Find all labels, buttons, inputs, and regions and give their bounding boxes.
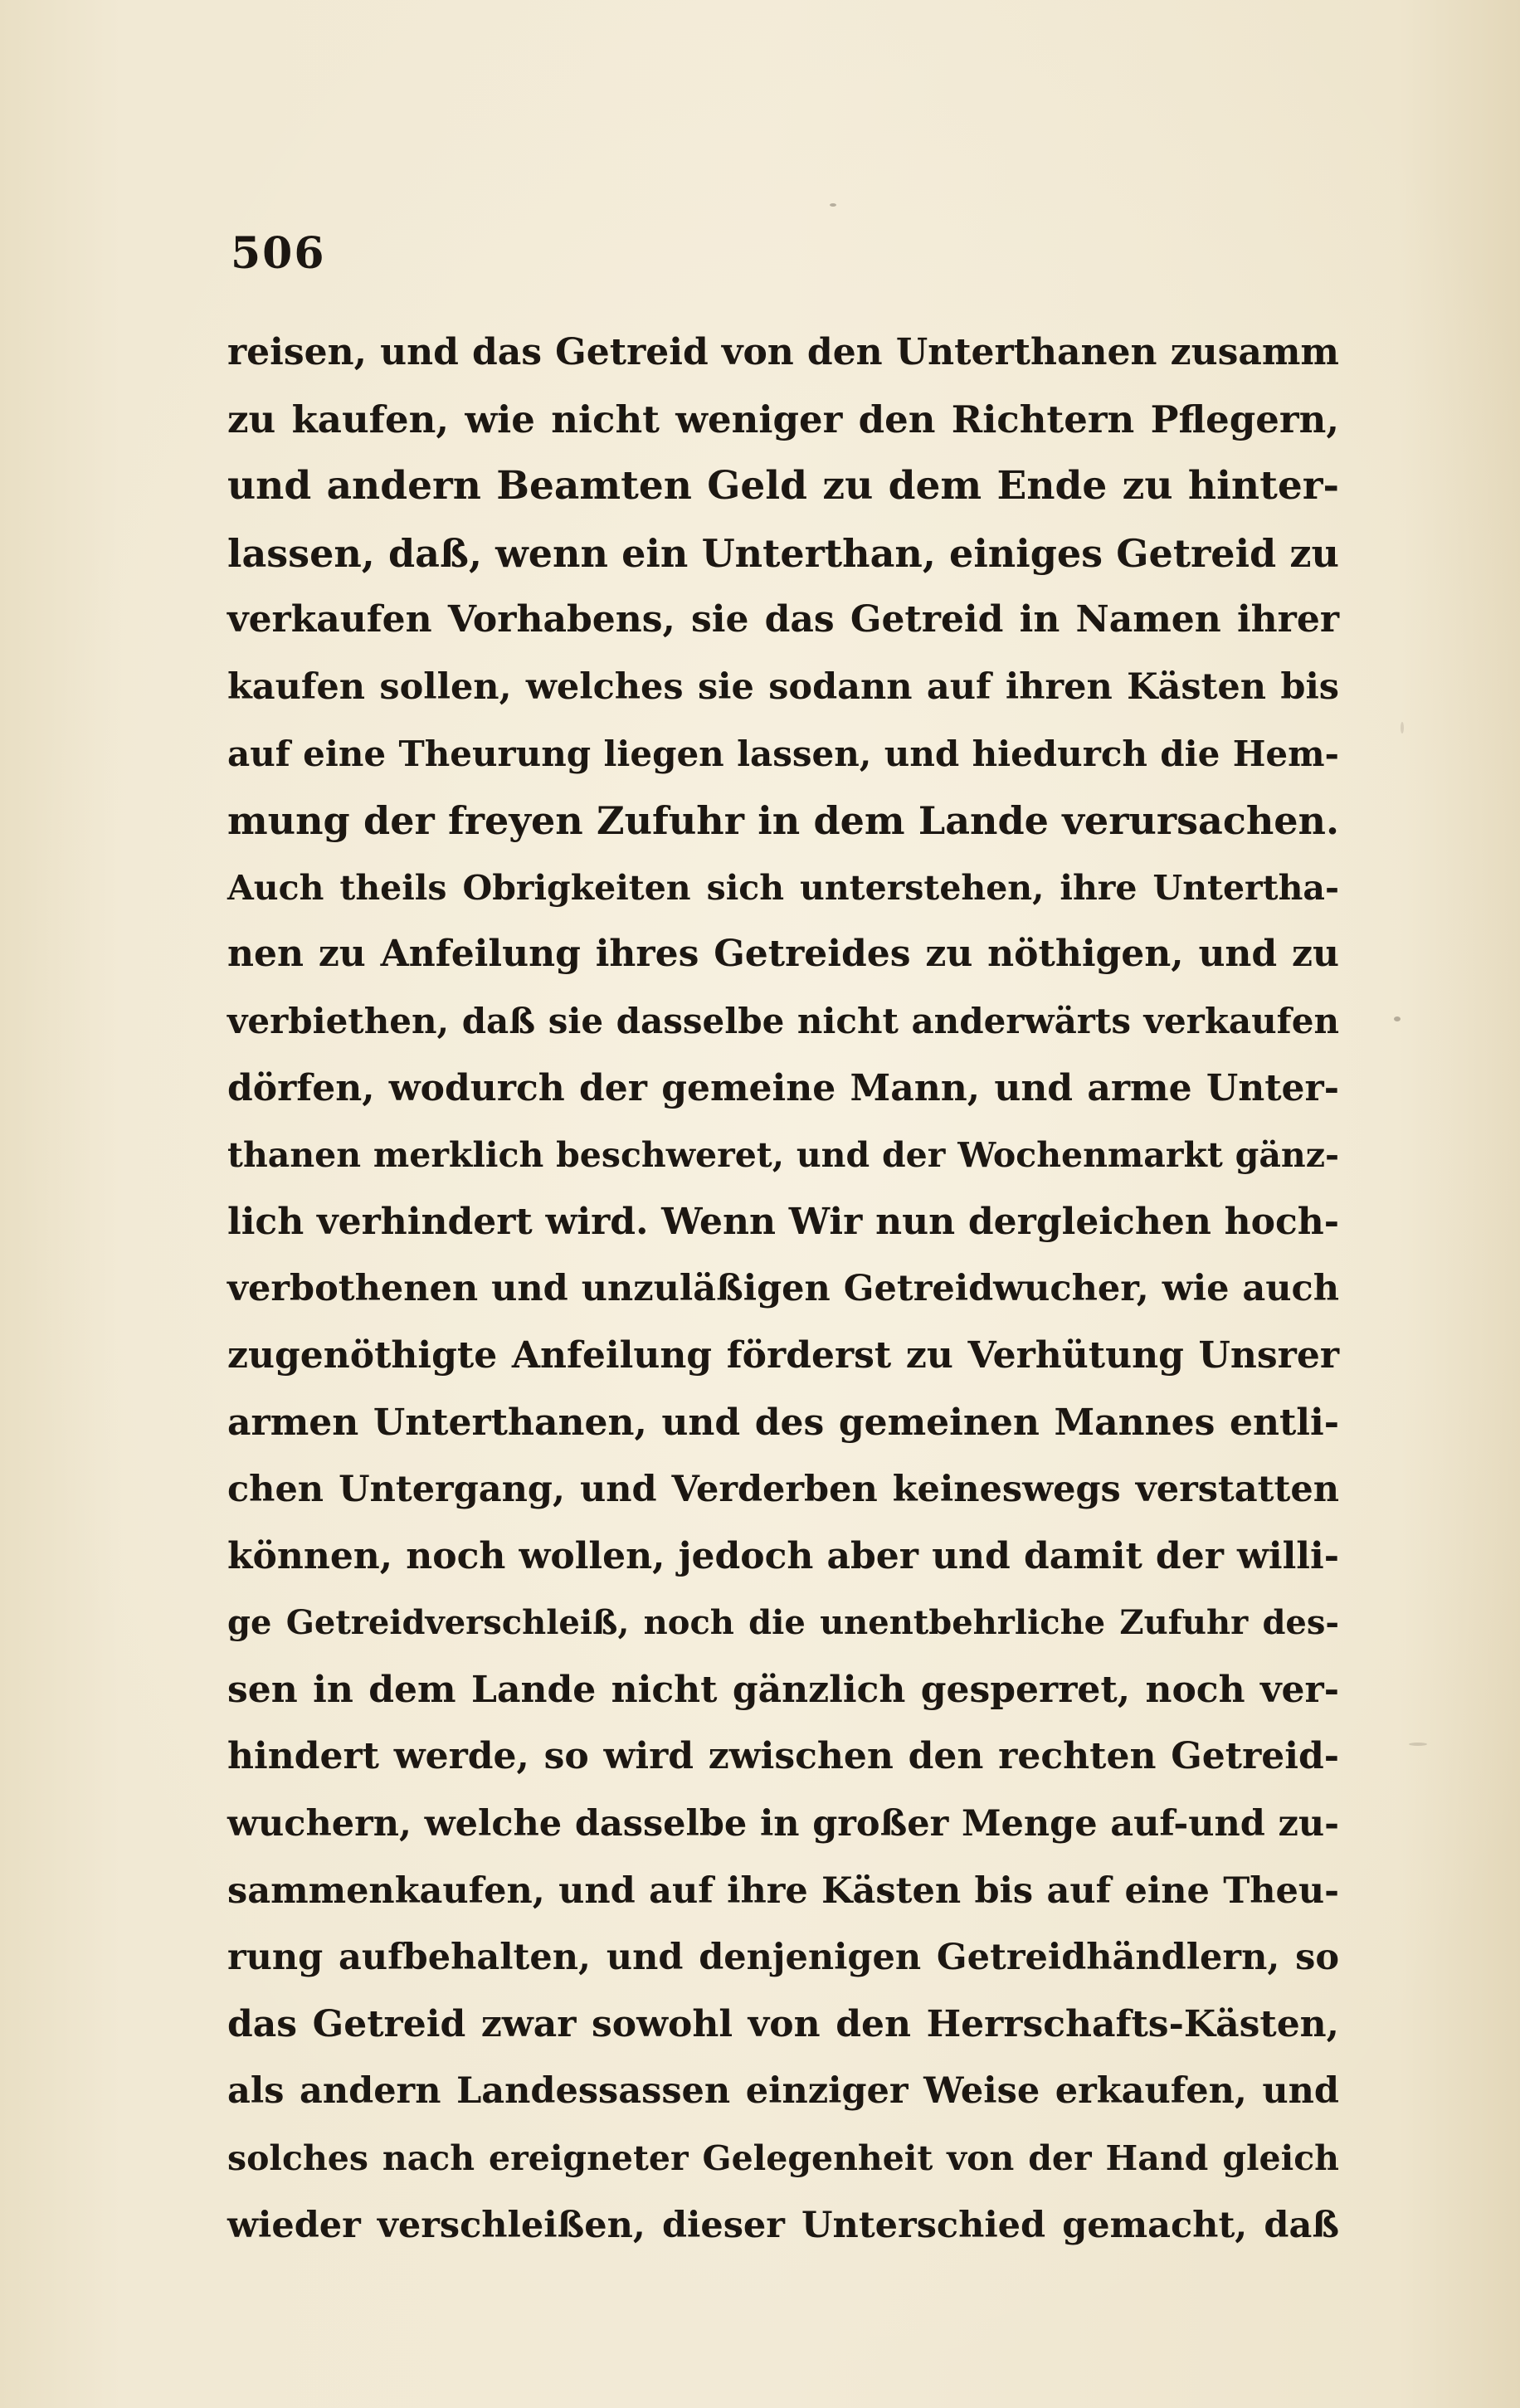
text-line: armen Unterthanen, und des gemeinen Mannes entli- [227, 1401, 1339, 1444]
text-line: chen Untergang, und Verderben keineswegs verstatten [227, 1469, 1339, 1511]
text-line: lassen, daß, wenn ein Unterthan, einiges Getreid zu [227, 530, 1339, 576]
text-line: solches nach ereigneter Gelegenheit von der Hand gleich [227, 2138, 1339, 2179]
text-line: zugenöthigte Anfeilung förderst zu Verhütung Unsrer [227, 1333, 1339, 1377]
paper-speck [1409, 1743, 1427, 1746]
text-line: wieder verschleißen, dieser Unterschied gemacht, daß [227, 2204, 1339, 2246]
text-line: nen zu Anfeilung ihres Getreides zu nöthigen, und zu [227, 933, 1339, 976]
text-line: verbothenen und unzuläßigen Getreidwucher, wie auch [227, 1268, 1339, 1310]
text-line: verbiethen, daß sie dasselbe nicht anderwärts verkaufen [227, 1000, 1339, 1041]
text-line: dörfen, wodurch der gemeine Mann, und arme Unter- [227, 1066, 1339, 1109]
body-text [227, 319, 1339, 2259]
text-line: reisen, und das Getreid von den Unterthanen zusamm [227, 331, 1339, 373]
text-line: zu kaufen, wie nicht weniger den Richtern Pflegern, [227, 397, 1339, 441]
text-line: das Getreid zwar sowohl von den Herrschafts-Kästen, [227, 2002, 1339, 2045]
paper-speck [830, 203, 836, 207]
text-line: ge Getreidverschleiß, noch die unentbehrliche Zufuhr des- [227, 1603, 1339, 1643]
paper-speck [1394, 1016, 1401, 1021]
text-line: kaufen sollen, welches sie sodann auf ihren Kästen bis [227, 665, 1339, 708]
text-line: sammenkaufen, und auf ihre Kästen bis auf eine Theu- [227, 1869, 1339, 1912]
text-line: Auch theils Obrigkeiten sich unterstehen, ihre Untertha- [227, 867, 1339, 908]
text-line: rung aufbehalten, und denjenigen Getreidhändlern, so [227, 1937, 1339, 1979]
paper-speck [1401, 722, 1404, 734]
text-line: können, noch wollen, jedoch aber und damit der willi- [227, 1534, 1339, 1577]
text-line: und andern Beamten Geld zu dem Ende zu hinter- [227, 463, 1339, 509]
page-number: 506 [231, 228, 326, 279]
text-line: auf eine Theurung liegen lassen, und hiedurch die Hem- [227, 733, 1339, 774]
text-line: wuchern, welche dasselbe in großer Menge auf-und zu- [227, 1803, 1339, 1845]
text-line: sen in dem Lande nicht gänzlich gesperret, noch ver- [227, 1668, 1339, 1711]
text-line: verkaufen Vorhabens, sie das Getreid in Namen ihrer [227, 598, 1339, 641]
text-line: hindert werde, so wird zwischen den rechten Getreid- [227, 1735, 1339, 1778]
text-line: mung der freyen Zufuhr in dem Lande verursachen. [227, 798, 1339, 844]
text-line: thanen merklich beschweret, und der Wochenmarkt gänz- [227, 1135, 1339, 1176]
text-line: als andern Landessassen einziger Weise erkaufen, und [227, 2070, 1339, 2113]
text-line: lich verhindert wird. Wenn Wir nun dergleichen hoch- [227, 1200, 1339, 1243]
